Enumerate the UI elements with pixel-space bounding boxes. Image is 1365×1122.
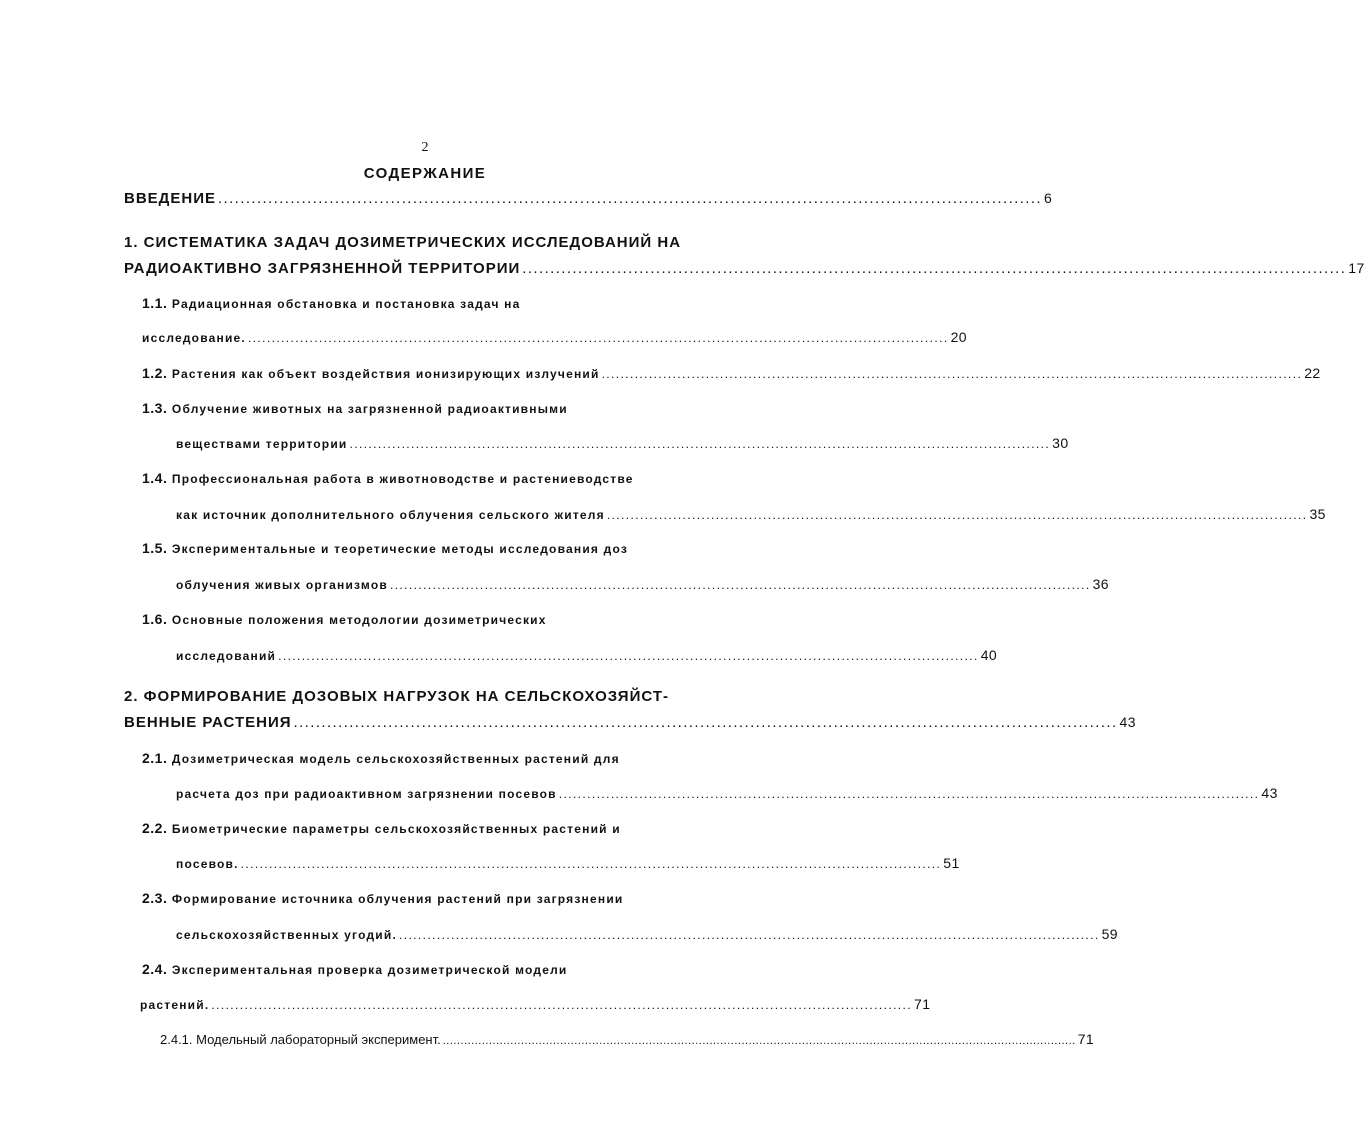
toc-page-number: 30 xyxy=(1052,435,1069,451)
toc-entry-section-2-4-cont: растений. .................................................................................................................................................... 71 xyxy=(140,996,931,1012)
dot-leader: .................................................................................................................................................... xyxy=(389,578,1091,592)
toc-entry-section-1-6: 1.6. Основные положения методологии дозиметрических xyxy=(142,611,547,627)
dot-leader: .................................................................................................................................................... xyxy=(349,437,1051,451)
toc-entry-section-1-2: 1.2. Растения как объект воздействия ионизирующих излучений .................................................................................................................................................... 22 xyxy=(142,365,1321,381)
toc-entry-section-2-4: 2.4. Экспериментальная проверка дозиметрической модели xyxy=(142,961,568,977)
toc-entry-section-1-4: 1.4. Профессиональная работа в животноводстве и растениеводстве xyxy=(142,470,634,486)
toc-entry-subsection-2-4-1: 2.4.1. Модельный лабораторный эксперимент. .................................................................................................................................................................................. 71 xyxy=(160,1031,1095,1047)
toc-page-number: 36 xyxy=(1092,576,1109,592)
toc-entry-chapter-2: 2. ФОРМИРОВАНИЕ ДОЗОВЫХ НАГРУЗОК НА СЕЛЬСКОХОЗЯЙСТ- xyxy=(124,688,669,705)
toc-entry-section-2-2: 2.2. Биометрические параметры сельскохозяйственных растений и xyxy=(142,820,621,836)
dot-leader: .................................................................................................................................................... xyxy=(558,787,1260,801)
toc-page-number: 22 xyxy=(1304,365,1321,381)
toc-entry-section-1-1: 1.1. Радиационная обстановка и постановка задач на xyxy=(142,295,521,311)
toc-entry-section-1-3: 1.3. Облучение животных на загрязненной радиоактивными xyxy=(142,400,568,416)
toc-entry-section-1-1-cont: исследование. .................................................................................................................................................... 20 xyxy=(142,329,967,345)
page-title: СОДЕРЖАНИЕ xyxy=(363,165,487,182)
toc-entry-section-1-4-cont: как источник дополнительного облучения сельского жителя .................................................................................................................................................... 35 xyxy=(176,506,1326,522)
toc-page-number: 17 xyxy=(1348,260,1365,276)
dot-leader: .................................................................................................................................................................................. xyxy=(442,1035,1076,1047)
toc-entry-chapter-2-cont: ВЕННЫЕ РАСТЕНИЯ .................................................................................................................................................... 43 xyxy=(124,714,1136,731)
toc-page-number: 20 xyxy=(950,329,967,345)
dot-leader: .................................................................................................................................................... xyxy=(217,190,1042,207)
toc-page-number: 6 xyxy=(1043,190,1053,206)
toc-page-number: 43 xyxy=(1261,785,1278,801)
page-number: 2 xyxy=(421,140,429,155)
toc-entry-chapter-1-cont: РАДИОАКТИВНО ЗАГРЯЗНЕННОЙ ТЕРРИТОРИИ .................................................................................................................................................... 17 xyxy=(124,260,1365,277)
dot-leader: .................................................................................................................................................... xyxy=(398,928,1100,942)
toc-page-number: 59 xyxy=(1101,926,1118,942)
toc-page-number: 71 xyxy=(1077,1031,1095,1047)
dot-leader: .................................................................................................................................................... xyxy=(293,714,1118,731)
toc-entry-section-2-2-cont: посевов. .................................................................................................................................................... 51 xyxy=(176,855,960,871)
dot-leader: .................................................................................................................................................... xyxy=(522,260,1347,277)
toc-entry-section-1-3-cont: веществами территории .................................................................................................................................................... 30 xyxy=(176,435,1069,451)
toc-page-number: 35 xyxy=(1309,506,1326,522)
toc-page-number: 51 xyxy=(943,855,960,871)
dot-leader: .................................................................................................................................................... xyxy=(601,367,1303,381)
dot-leader: .................................................................................................................................................... xyxy=(240,857,942,871)
toc-entry-introduction: ВВЕДЕНИЕ .................................................................................................................................................... 6 xyxy=(124,190,1053,207)
toc-entry-section-2-3: 2.3. Формирование источника облучения растений при загрязнении xyxy=(142,890,624,906)
toc-entry-section-1-5-cont: облучения живых организмов .................................................................................................................................................... 36 xyxy=(176,576,1109,592)
toc-page-number: 71 xyxy=(914,996,931,1012)
dot-leader: .................................................................................................................................................... xyxy=(247,331,949,345)
toc-entry-section-1-6-cont: исследований .................................................................................................................................................... 40 xyxy=(176,647,998,663)
toc-page-number: 43 xyxy=(1119,714,1136,730)
toc-entry-section-2-1-cont: расчета доз при радиоактивном загрязнении посевов .................................................................................................................................................... 43 xyxy=(176,785,1278,801)
toc-entry-chapter-1: 1. СИСТЕМАТИКА ЗАДАЧ ДОЗИМЕТРИЧЕСКИХ ИССЛЕДОВАНИЙ НА xyxy=(124,234,682,251)
dot-leader: .................................................................................................................................................... xyxy=(606,508,1308,522)
dot-leader: .................................................................................................................................................... xyxy=(278,649,979,663)
toc-entry-section-2-3-cont: сельскохозяйственных угодий. .................................................................................................................................................... 59 xyxy=(176,926,1118,942)
toc-entry-section-1-5: 1.5. Экспериментальные и теоретические методы исследования доз xyxy=(142,540,628,556)
toc-page-number: 40 xyxy=(980,647,998,663)
dot-leader: .................................................................................................................................................... xyxy=(211,998,913,1012)
toc-entry-section-2-1: 2.1. Дозиметрическая модель сельскохозяйственных растений для xyxy=(142,750,620,766)
